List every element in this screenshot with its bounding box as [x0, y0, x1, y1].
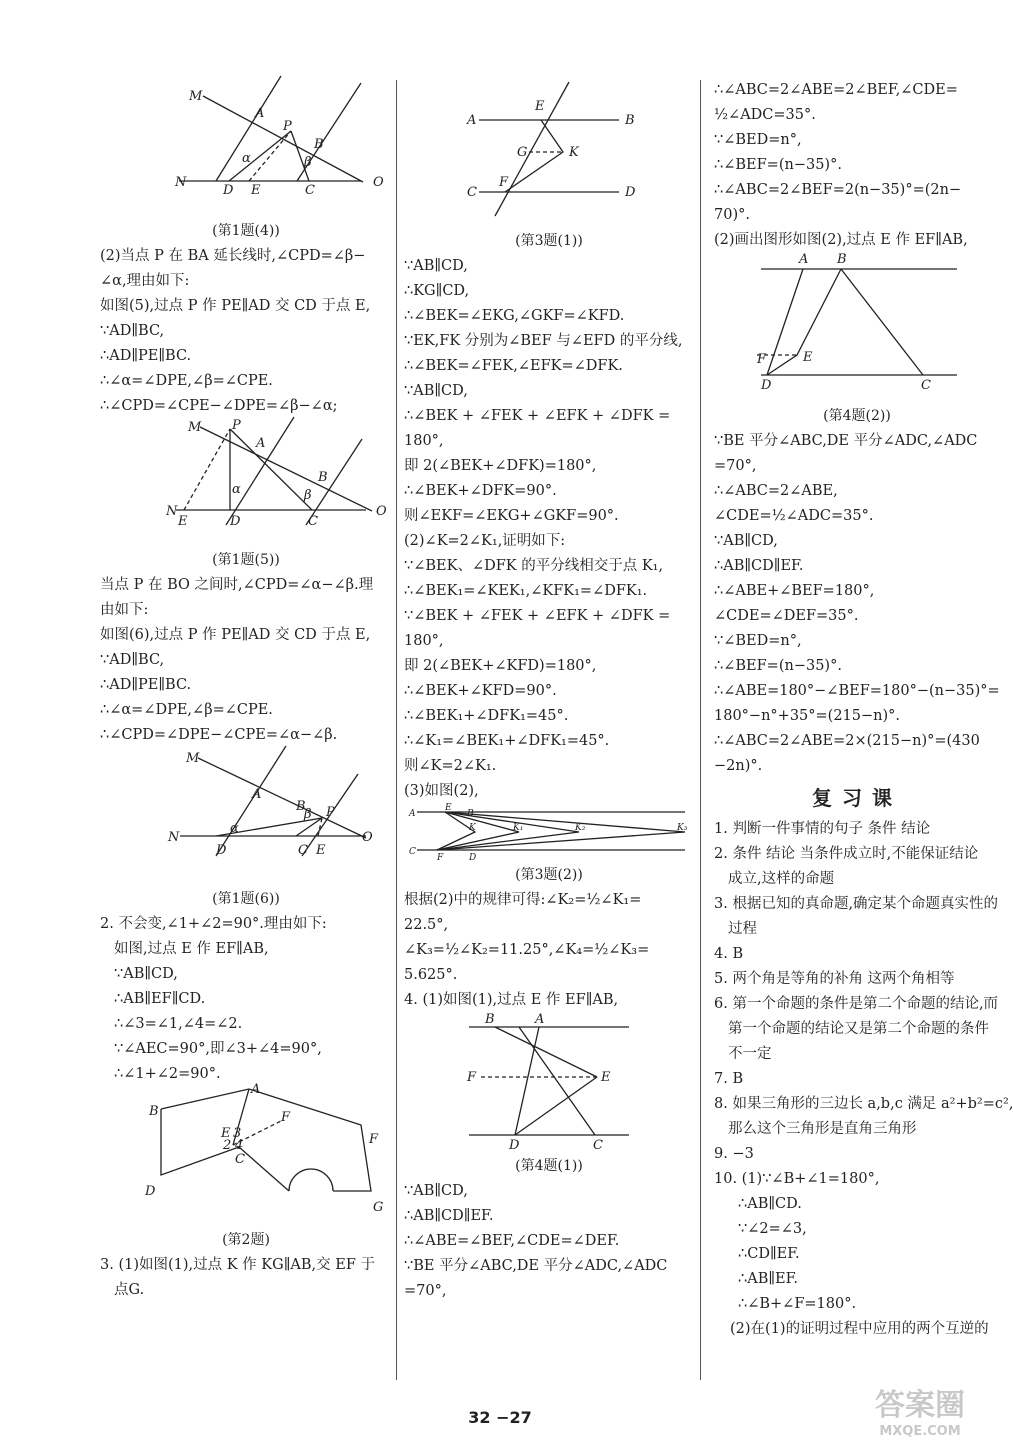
svg-text:B: B [837, 252, 847, 267]
svg-text:O: O [362, 830, 373, 845]
text-line: 5.625°. [404, 967, 458, 983]
figure-4-2 [757, 253, 957, 403]
svg-text:C: C [308, 514, 318, 529]
svg-text:E: E [316, 843, 326, 858]
text-line: ∴∠ABE=180°−∠BEF=180°−(n−35)°= [714, 683, 1000, 699]
text-line: ∵AB∥CD, [404, 258, 468, 274]
text-line: 即 2(∠BEK+∠DFK)=180°, [404, 458, 597, 474]
text-line: ∵AD∥BC, [100, 652, 165, 668]
text-line: ∴∠ABC=2∠BEF=2(n−35)°=(2n− [714, 182, 962, 198]
text-line: 点G. [114, 1282, 145, 1298]
text-line: 过程 [728, 921, 757, 937]
text-line: 如图,过点 E 作 EF∥AB, [114, 941, 269, 957]
text-line: ∴∠CPD=∠DPE−∠CPE=∠α−∠β. [100, 727, 338, 743]
text-line: 4. (1)如图(1),过点 E 作 EF∥AB, [404, 992, 619, 1008]
text-line: ∴∠ABC=2∠ABE=2∠BEF,∠CDE= [714, 82, 958, 98]
column-2 [404, 78, 694, 1304]
text-line: =70°, [404, 1283, 447, 1299]
column-divider [396, 80, 397, 1380]
column-1 [100, 78, 392, 1303]
text-line: ∵∠BEK、∠DFK 的平分线相交于点 K₁, [404, 558, 664, 574]
svg-text:β: β [304, 488, 312, 503]
text-line: 180°−n°+35°=(215−n)°. [714, 708, 901, 724]
figure-caption: (第3题(1)) [515, 233, 583, 249]
text-line: 3. (1)如图(1),过点 K 作 KG∥AB,交 EF 于 [100, 1257, 376, 1273]
svg-text:B: B [149, 1104, 159, 1119]
svg-text:N: N [168, 830, 180, 845]
svg-text:B: B [467, 809, 474, 819]
text-line: −2n)°. [714, 758, 763, 774]
text-line: ∵∠BEK + ∠FEK + ∠EFK + ∠DFK = [404, 608, 671, 624]
text-line: ∴∠BEK=∠EKG,∠GKF=∠KFD. [404, 308, 625, 324]
svg-text:K: K [469, 823, 476, 833]
text-line: ∵BE 平分∠ABC,DE 平分∠ADC,∠ADC [404, 1258, 668, 1274]
text-line: ∴AB∥CD. [738, 1196, 802, 1212]
svg-text:α: α [242, 151, 251, 166]
svg-text:E: E [221, 1126, 231, 1141]
text-line: ∴AB∥CD∥EF. [404, 1208, 494, 1224]
text-line: ∠α,理由如下: [100, 273, 190, 289]
text-line: ∵BE 平分∠ABC,DE 平分∠ADC,∠ADC [714, 433, 978, 449]
svg-text:C: C [235, 1152, 245, 1167]
text-line: ∴∠α=∠DPE,∠β=∠CPE. [100, 373, 273, 389]
svg-text:F: F [369, 1132, 379, 1147]
text-line: ∵AB∥CD, [714, 533, 778, 549]
text-line: 1. 判断一件事情的句子 条件 结论 [714, 821, 931, 837]
text-line: 180°, [404, 433, 444, 449]
text-line: (2)当点 P 在 BA 延长线时,∠CPD=∠β− [100, 248, 366, 264]
figure-1-6 [126, 748, 373, 886]
figure-1-5 [126, 418, 387, 547]
svg-text:D: D [216, 843, 227, 858]
text-line: ∵AD∥BC, [100, 323, 165, 339]
svg-text:D: D [469, 853, 477, 863]
figure-caption: (第1题(6)) [212, 891, 280, 907]
text-line: ∴CD∥EF. [738, 1246, 800, 1262]
watermark-main: 答案圈 [875, 1388, 965, 1423]
text-line: ∴∠CPD=∠CPE−∠DPE=∠β−∠α; [100, 398, 338, 414]
text-line: 8. 如果三角形的三边长 a,b,c 满足 a²+b²=c², [714, 1096, 1013, 1112]
figure-caption: (第1题(4)) [212, 223, 280, 239]
text-line: 成立,这样的命题 [728, 871, 835, 887]
svg-text:K₃: K₃ [677, 823, 688, 833]
svg-text:A: A [467, 113, 477, 128]
text-line: ∴∠ABC=2∠ABE, [714, 483, 838, 499]
text-line: ∴∠BEK₁+∠DFK₁=45°. [404, 708, 569, 724]
svg-text:B: B [485, 1012, 495, 1027]
column-divider [700, 80, 701, 1380]
svg-text:A: A [535, 1012, 545, 1027]
section-title: 复习课 [812, 786, 902, 810]
text-line: ∴AB∥CD∥EF. [714, 558, 804, 574]
text-line: ∴∠BEF=(n−35)°. [714, 658, 842, 674]
text-line: ½∠ADC=35°. [714, 107, 816, 123]
svg-text:M: M [188, 420, 202, 435]
text-line: 22.5°, [404, 917, 449, 933]
text-line: ∴∠ABE=∠BEF,∠CDE=∠DEF. [404, 1233, 620, 1249]
svg-text:E: E [251, 183, 261, 198]
watermark-sub: MXQE.COM [879, 1424, 961, 1439]
svg-text:C: C [593, 1138, 603, 1153]
text-line: ∴∠BEK + ∠FEK + ∠EFK + ∠DFK = [404, 408, 671, 424]
text-line: ∴∠ABE+∠BEF=180°, [714, 583, 875, 599]
svg-text:K₂: K₂ [575, 823, 586, 833]
text-line: 3. 根据已知的真命题,确定某个命题真实性的 [714, 896, 999, 912]
svg-text:β: β [304, 807, 312, 822]
text-line: 由如下: [100, 602, 149, 618]
text-line: 6. 第一个命题的条件是第二个命题的结论,而 [714, 996, 999, 1012]
svg-text:E: E [601, 1070, 611, 1085]
text-line: 根据(2)中的规律可得:∠K₂=½∠K₁= [404, 892, 642, 908]
text-line: ∴∠α=∠DPE,∠β=∠CPE. [100, 702, 273, 718]
svg-text:A: A [252, 787, 262, 802]
text-line: 4. B [714, 946, 744, 962]
svg-text:C: C [921, 378, 931, 393]
svg-text:P: P [232, 418, 241, 433]
figure-caption: (第4题(1)) [515, 1158, 583, 1174]
text-line: (2)画出图形如图(2),过点 E 作 EF∥AB, [714, 232, 968, 248]
text-line: ∴∠3=∠1,∠4=∠2. [114, 1016, 243, 1032]
text-line: 2. 不会变,∠1+∠2=90°.理由如下: [100, 916, 327, 932]
svg-text:D: D [625, 185, 636, 200]
text-line: 10. (1)∵∠B+∠1=180°, [714, 1171, 880, 1187]
svg-text:B: B [318, 470, 328, 485]
figure-3-2 [409, 804, 689, 862]
text-line: ∴AB∥EF. [738, 1271, 799, 1287]
text-line: 则∠EKF=∠EKG+∠GKF=90°. [404, 508, 619, 524]
column-3 [714, 78, 1013, 1342]
text-line: 当点 P 在 BO 之间时,∠CPD=∠α−∠β.理 [100, 577, 374, 593]
svg-text:B: B [296, 799, 306, 814]
svg-text:E: E [803, 350, 813, 365]
svg-text:F: F [467, 1070, 477, 1085]
figure-4-1 [459, 1013, 639, 1153]
svg-text:M: M [186, 751, 200, 766]
text-line: 180°, [404, 633, 444, 649]
text-line: ∴∠ABC=2∠ABE=2×(215−n)°=(430 [714, 733, 980, 749]
svg-text:K₁: K₁ [513, 823, 524, 833]
svg-text:A: A [256, 436, 266, 451]
text-line: ∵AB∥CD, [114, 966, 178, 982]
svg-text:α: α [232, 482, 241, 497]
svg-text:F: F [499, 175, 509, 190]
text-line: 7. B [714, 1071, 744, 1087]
figure-2 [121, 1082, 384, 1227]
svg-text:G: G [517, 145, 528, 160]
figure-3-1 [459, 78, 639, 228]
svg-text:N: N [166, 504, 178, 519]
svg-text:A: A [255, 106, 265, 121]
svg-text:E: E [445, 803, 452, 813]
text-line: 第一个命题的结论又是第二个命题的条件 [728, 1021, 989, 1037]
svg-text:4: 4 [235, 1138, 244, 1153]
svg-text:C: C [298, 843, 308, 858]
text-line: ∵EK,FK 分别为∠BEF 与∠EFD 的平分线, [404, 333, 683, 349]
text-line: ∵∠BED=n°, [714, 633, 802, 649]
svg-text:F: F [437, 853, 444, 863]
text-line: ∴∠1+∠2=90°. [114, 1066, 221, 1082]
text-line: ∴∠K₁=∠BEK₁+∠DFK₁=45°. [404, 733, 610, 749]
svg-text:C: C [467, 185, 477, 200]
svg-text:D: D [223, 183, 234, 198]
figure-caption: (第3题(2)) [515, 867, 583, 883]
svg-text:C: C [409, 847, 416, 857]
text-line: 那么这个三角形是直角三角形 [728, 1121, 917, 1137]
svg-text:O: O [373, 175, 384, 190]
figure-1-4 [131, 78, 384, 218]
svg-text:A: A [251, 1082, 261, 1097]
svg-text:P: P [326, 805, 335, 820]
svg-text:3: 3 [233, 1126, 242, 1141]
svg-text:P: P [283, 119, 292, 134]
svg-text:D: D [145, 1184, 156, 1199]
text-line: ∴∠BEK+∠DFK=90°. [404, 483, 557, 499]
svg-text:2: 2 [223, 1138, 232, 1153]
text-line: ∵∠2=∠3, [738, 1221, 807, 1237]
svg-text:E: E [178, 514, 188, 529]
text-line: ∵∠BED=n°, [714, 132, 802, 148]
svg-text:D: D [761, 378, 772, 393]
text-line: ∠CDE=½∠ADC=35°. [714, 508, 874, 524]
svg-text:M: M [189, 89, 203, 104]
text-line: ∴∠BEF=(n−35)°. [714, 157, 842, 173]
svg-text:D: D [230, 514, 241, 529]
text-line: 即 2(∠BEK+∠KFD)=180°, [404, 658, 597, 674]
text-line: ∠K₃=½∠K₂=11.25°,∠K₄=½∠K₃= [404, 942, 650, 958]
text-line: 70)°. [714, 207, 750, 223]
figure-caption: (第2题) [222, 1232, 270, 1248]
page-number: 32 −27 [468, 1408, 532, 1427]
svg-text:G: G [373, 1200, 384, 1215]
svg-text:F: F [757, 352, 767, 367]
text-line: ∴∠BEK+∠KFD=90°. [404, 683, 557, 699]
svg-text:O: O [376, 504, 387, 519]
svg-text:F: F [281, 1110, 291, 1125]
text-line: ∴KG∥CD, [404, 283, 470, 299]
text-line: ∴AD∥PE∥BC. [100, 677, 192, 693]
svg-text:α: α [230, 821, 239, 836]
text-line: (2)∠K=2∠K₁,证明如下: [404, 533, 566, 549]
text-line: ∴∠BEK₁=∠KEK₁,∠KFK₁=∠DFK₁. [404, 583, 648, 599]
text-line: 不一定 [728, 1046, 772, 1062]
text-line: (2)在(1)的证明过程中应用的两个互逆的 [730, 1321, 989, 1337]
text-line: ∴∠BEK=∠FEK,∠EFK=∠DFK. [404, 358, 623, 374]
text-line: ∴AD∥PE∥BC. [100, 348, 192, 364]
svg-text:B: B [625, 113, 635, 128]
svg-text:A: A [409, 809, 416, 819]
text-line: ∠CDE=∠DEF=35°. [714, 608, 859, 624]
figure-caption: (第1题(5)) [212, 552, 280, 568]
svg-text:β: β [304, 155, 312, 170]
text-line: 5. 两个角是等角的补角 这两个角相等 [714, 971, 955, 987]
watermark-logo [850, 1388, 990, 1446]
svg-text:E: E [535, 99, 545, 114]
svg-text:C: C [305, 183, 315, 198]
text-line: ∴∠B+∠F=180°. [738, 1296, 857, 1312]
svg-text:K: K [569, 145, 579, 160]
text-line: 2. 条件 结论 当条件成立时,不能保证结论 [714, 846, 979, 862]
text-line: (3)如图(2), [404, 783, 479, 799]
text-line: ∵∠AEC=90°,即∠3+∠4=90°, [114, 1041, 322, 1057]
svg-text:D: D [509, 1138, 520, 1153]
text-line: ∵AB∥CD, [404, 383, 468, 399]
text-line: =70°, [714, 458, 757, 474]
svg-text:B: B [314, 137, 324, 152]
svg-text:N: N [175, 175, 187, 190]
text-line: ∵AB∥CD, [404, 1183, 468, 1199]
text-line: ∴AB∥EF∥CD. [114, 991, 206, 1007]
svg-text:A: A [799, 252, 809, 267]
text-line: 如图(6),过点 P 作 PE∥AD 交 CD 于点 E, [100, 627, 371, 643]
text-line: 9. −3 [714, 1146, 754, 1162]
figure-caption: (第4题(2)) [823, 408, 891, 424]
text-line: 如图(5),过点 P 作 PE∥AD 交 CD 于点 E, [100, 298, 371, 314]
text-line: 则∠K=2∠K₁. [404, 758, 497, 774]
